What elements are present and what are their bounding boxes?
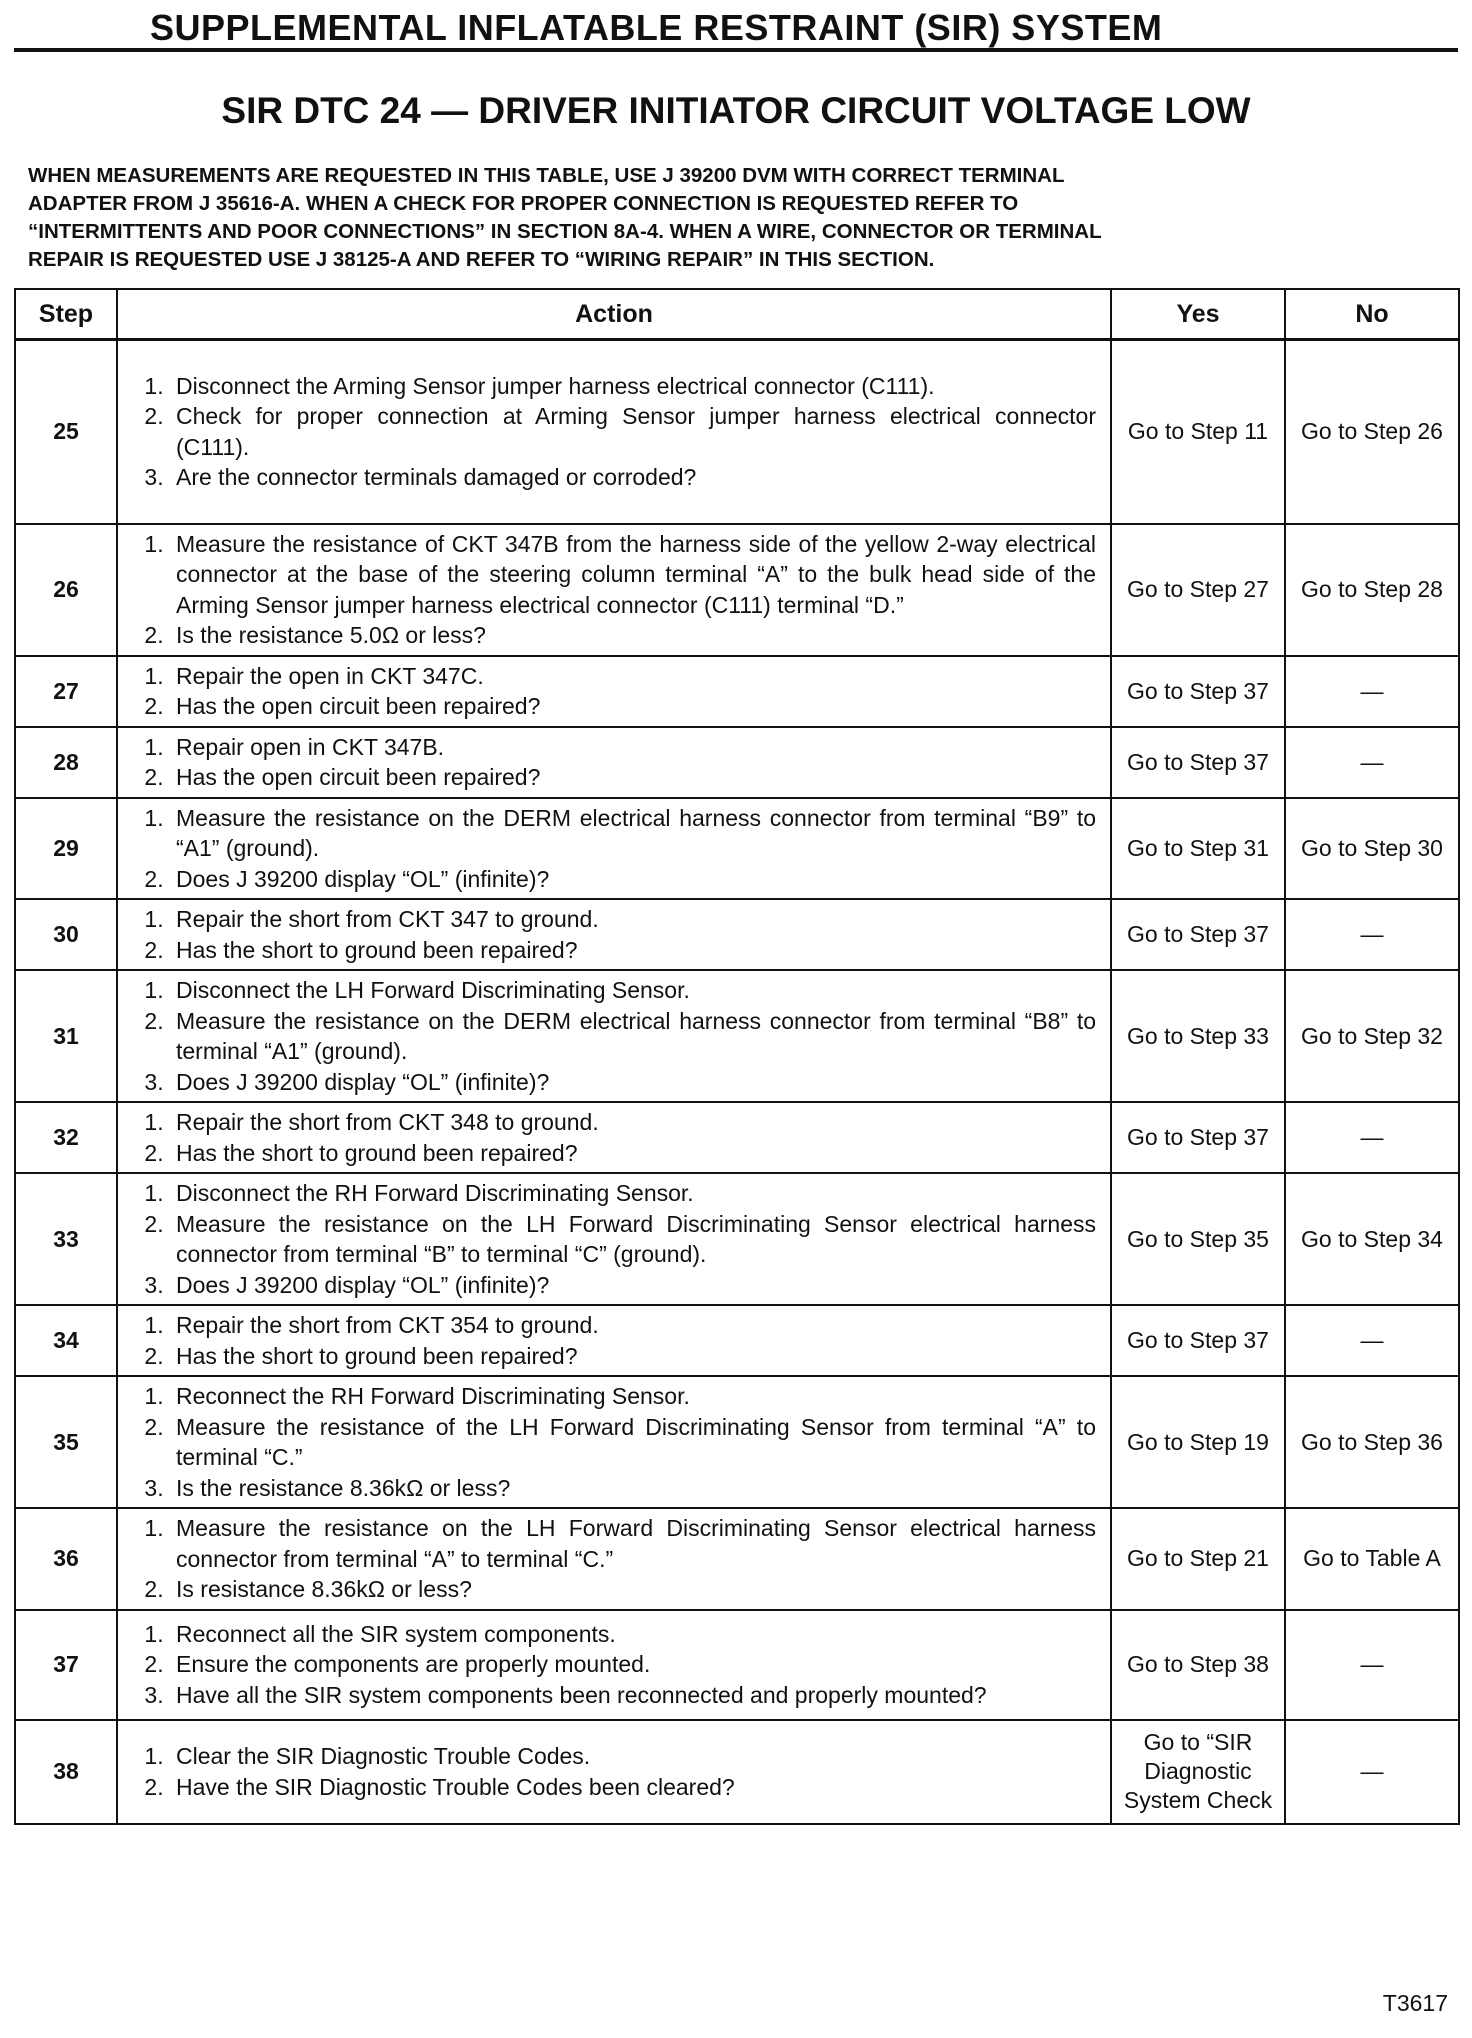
step-number: 36 <box>15 1508 117 1610</box>
action-item: 1. Reconnect all the SIR system components. <box>170 1619 1096 1650</box>
table-row <box>15 1508 1459 1610</box>
yes-outcome: Go to Step 27 <box>1111 524 1285 656</box>
action-item: 1. Repair the short from CKT 354 to ground. <box>170 1310 1096 1341</box>
table-row <box>15 1376 1459 1508</box>
section-header-title: SUPPLEMENTAL INFLATABLE RESTRAINT (SIR) SYSTEM <box>150 7 1163 48</box>
action-item: 3. Does J 39200 display “OL” (infinite)? <box>170 1067 1096 1098</box>
no-outcome: Go to Table A <box>1285 1508 1459 1610</box>
table-row <box>15 1173 1459 1305</box>
step-number: 34 <box>15 1305 117 1376</box>
action-item: 2. Has the short to ground been repaired? <box>170 935 1096 966</box>
header-step: Step <box>15 289 117 340</box>
table-row <box>15 798 1459 900</box>
action-item: 2. Check for proper connection at Arming Sensor jumper harness electrical connector (C111). <box>170 401 1096 462</box>
no-outcome: — <box>1285 1305 1459 1376</box>
action-item: 3. Have all the SIR system components been reconnected and properly mounted? <box>170 1680 1096 1711</box>
action-item: 1. Measure the resistance on the DERM electrical harness connector from terminal “B9” to “A1” (ground). <box>170 803 1096 864</box>
header-rule <box>14 48 1458 52</box>
action-item: 3. Does J 39200 display “OL” (infinite)? <box>170 1270 1096 1301</box>
action-item: 2. Does J 39200 display “OL” (infinite)? <box>170 864 1096 895</box>
step-number: 30 <box>15 899 117 970</box>
step-action <box>117 970 1111 1102</box>
no-outcome: Go to Step 28 <box>1285 524 1459 656</box>
table-row <box>15 970 1459 1102</box>
yes-outcome: Go to Step 33 <box>1111 970 1285 1102</box>
action-item: 3. Are the connector terminals damaged or corroded? <box>170 462 1096 493</box>
step-number: 31 <box>15 970 117 1102</box>
step-number: 27 <box>15 656 117 727</box>
step-action <box>117 656 1111 727</box>
step-action <box>117 727 1111 798</box>
table-row <box>15 656 1459 727</box>
instructions-line: “INTERMITTENTS AND POOR CONNECTIONS” IN SECTION 8A-4. WHEN A WIRE, CONNECTOR OR TERMINAL <box>28 220 1102 243</box>
document-page <box>14 0 1458 2038</box>
step-number: 25 <box>15 340 117 524</box>
yes-outcome: Go to Step 31 <box>1111 798 1285 900</box>
table-row <box>15 727 1459 798</box>
action-list <box>130 904 1096 965</box>
action-list <box>130 661 1096 722</box>
action-item: 1. Reconnect the RH Forward Discriminating Sensor. <box>170 1381 1096 1412</box>
action-list <box>130 371 1096 493</box>
instructions-line: ADAPTER FROM J 35616-A. WHEN A CHECK FOR PROPER CONNECTION IS REQUESTED REFER TO <box>28 192 1019 215</box>
action-item: 2. Measure the resistance on the DERM electrical harness connector from terminal “B8” to terminal “A1” (ground). <box>170 1006 1096 1067</box>
step-number: 32 <box>15 1102 117 1173</box>
no-outcome: Go to Step 30 <box>1285 798 1459 900</box>
action-item: 1. Clear the SIR Diagnostic Trouble Codes. <box>170 1741 1096 1772</box>
action-list <box>130 732 1096 793</box>
step-number: 26 <box>15 524 117 656</box>
action-item: 2. Have the SIR Diagnostic Trouble Codes been cleared? <box>170 1772 1096 1803</box>
action-list <box>130 1107 1096 1168</box>
step-action <box>117 1508 1111 1610</box>
action-item: 1. Measure the resistance on the LH Forward Discriminating Sensor electrical harness connector from terminal “A” to terminal “C.” <box>170 1513 1096 1574</box>
table-row <box>15 1610 1459 1720</box>
action-item: 2. Has the open circuit been repaired? <box>170 762 1096 793</box>
action-list <box>130 1381 1096 1503</box>
no-outcome: Go to Step 34 <box>1285 1173 1459 1305</box>
no-outcome: — <box>1285 727 1459 798</box>
yes-outcome: Go to Step 11 <box>1111 340 1285 524</box>
action-item: 1. Measure the resistance of CKT 347B from the harness side of the yellow 2-way electrical connector at the base of the steering column terminal “A” to the bulk head side of the Arming Sensor jumper harness electrical connector (C111) terminal “D.” <box>170 529 1096 621</box>
yes-outcome: Go to Step 37 <box>1111 656 1285 727</box>
yes-outcome: Go to Step 37 <box>1111 899 1285 970</box>
yes-outcome: Go to “SIR Diagnostic System Check <box>1111 1720 1285 1824</box>
step-action <box>117 1305 1111 1376</box>
step-action <box>117 1720 1111 1824</box>
no-outcome: — <box>1285 1610 1459 1720</box>
no-outcome: — <box>1285 1720 1459 1824</box>
action-item: 2. Measure the resistance on the LH Forward Discriminating Sensor electrical harness connector from terminal “B” to terminal “C” (ground). <box>170 1209 1096 1270</box>
table-body <box>15 340 1459 1824</box>
header-no: No <box>1285 289 1459 340</box>
instructions-line: REPAIR IS REQUESTED USE J 38125-A AND REFER TO “WIRING REPAIR” IN THIS SECTION. <box>28 248 935 271</box>
yes-outcome: Go to Step 19 <box>1111 1376 1285 1508</box>
step-action <box>117 1102 1111 1173</box>
step-action <box>117 524 1111 656</box>
step-action <box>117 798 1111 900</box>
yes-outcome: Go to Step 21 <box>1111 1508 1285 1610</box>
action-item: 1. Disconnect the RH Forward Discriminating Sensor. <box>170 1178 1096 1209</box>
no-outcome: Go to Step 26 <box>1285 340 1459 524</box>
step-number: 35 <box>15 1376 117 1508</box>
figure-code: T3617 <box>1382 1990 1448 2016</box>
yes-outcome: Go to Step 35 <box>1111 1173 1285 1305</box>
action-item: 1. Repair the short from CKT 347 to ground. <box>170 904 1096 935</box>
yes-outcome: Go to Step 37 <box>1111 1102 1285 1173</box>
action-item: 1. Disconnect the LH Forward Discriminating Sensor. <box>170 975 1096 1006</box>
header-yes: Yes <box>1111 289 1285 340</box>
action-list <box>130 1178 1096 1300</box>
action-item: 2. Has the short to ground been repaired? <box>170 1138 1096 1169</box>
action-item: 1. Repair the open in CKT 347C. <box>170 661 1096 692</box>
action-item: 1. Repair the short from CKT 348 to ground. <box>170 1107 1096 1138</box>
yes-outcome: Go to Step 38 <box>1111 1610 1285 1720</box>
action-item: 3. Is the resistance 8.36kΩ or less? <box>170 1473 1096 1504</box>
action-item: 1. Disconnect the Arming Sensor jumper harness electrical connector (C111). <box>170 371 1096 402</box>
action-item: 2. Is the resistance 5.0Ω or less? <box>170 620 1096 651</box>
step-number: 37 <box>15 1610 117 1720</box>
step-number: 33 <box>15 1173 117 1305</box>
action-list <box>130 1513 1096 1605</box>
step-number: 29 <box>15 798 117 900</box>
action-item: 1. Repair open in CKT 347B. <box>170 732 1096 763</box>
action-list <box>130 803 1096 895</box>
table-row <box>15 1102 1459 1173</box>
no-outcome: Go to Step 32 <box>1285 970 1459 1102</box>
yes-outcome: Go to Step 37 <box>1111 727 1285 798</box>
action-list <box>130 529 1096 651</box>
step-action <box>117 1173 1111 1305</box>
step-number: 28 <box>15 727 117 798</box>
step-action <box>117 899 1111 970</box>
action-list <box>130 1619 1096 1711</box>
instructions-paragraph <box>28 162 1448 274</box>
action-list <box>130 1310 1096 1371</box>
table-header-row <box>15 289 1459 340</box>
header-action: Action <box>117 289 1111 340</box>
step-action <box>117 1376 1111 1508</box>
action-item: 2. Is resistance 8.36kΩ or less? <box>170 1574 1096 1605</box>
table-row <box>15 899 1459 970</box>
action-item: 2. Has the open circuit been repaired? <box>170 691 1096 722</box>
yes-outcome: Go to Step 37 <box>1111 1305 1285 1376</box>
no-outcome: — <box>1285 899 1459 970</box>
action-item: 2. Ensure the components are properly mounted. <box>170 1649 1096 1680</box>
action-list <box>130 975 1096 1097</box>
no-outcome: — <box>1285 1102 1459 1173</box>
table-row <box>15 524 1459 656</box>
action-list <box>130 1741 1096 1802</box>
table-row <box>15 1720 1459 1824</box>
action-item: 2. Measure the resistance of the LH Forward Discriminating Sensor from terminal “A” to terminal “C.” <box>170 1412 1096 1473</box>
step-action <box>117 1610 1111 1720</box>
instructions-line: WHEN MEASUREMENTS ARE REQUESTED IN THIS TABLE, USE J 39200 DVM WITH CORRECT TERMINAL <box>28 164 1065 187</box>
dtc-title: SIR DTC 24 — DRIVER INITIATOR CIRCUIT VOLTAGE LOW <box>221 90 1251 131</box>
diagnostic-steps-table <box>14 288 1460 1825</box>
action-item: 2. Has the short to ground been repaired? <box>170 1341 1096 1372</box>
table-row <box>15 1305 1459 1376</box>
step-action <box>117 340 1111 524</box>
table-row <box>15 340 1459 524</box>
step-number: 38 <box>15 1720 117 1824</box>
no-outcome: — <box>1285 656 1459 727</box>
no-outcome: Go to Step 36 <box>1285 1376 1459 1508</box>
